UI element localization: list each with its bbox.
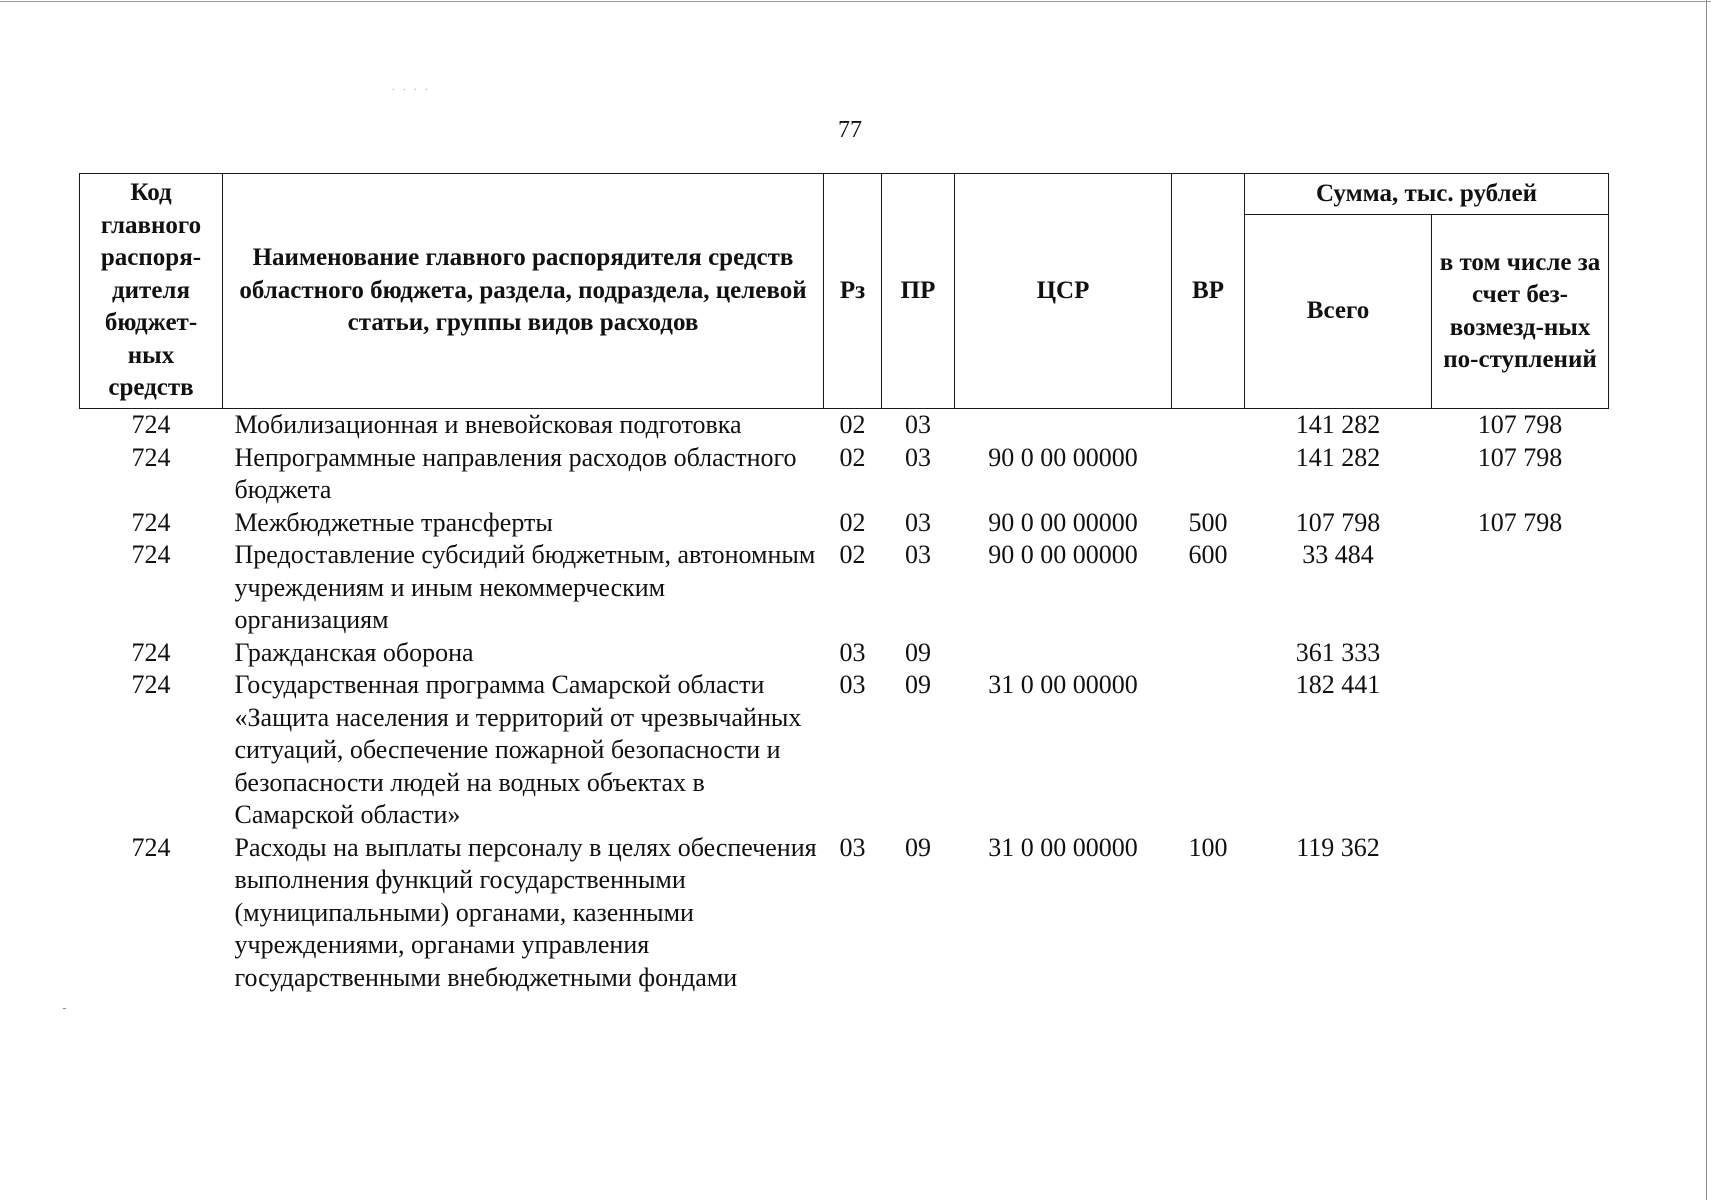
free-cell: 107 798 xyxy=(1477,442,1563,472)
name-cell: Гражданская оборона xyxy=(234,637,474,667)
header-total: Всего xyxy=(1245,215,1432,409)
total-cell: 141 282 xyxy=(1295,410,1381,439)
header-csr: ЦСР xyxy=(955,174,1172,409)
pr-cell: 09 xyxy=(905,832,931,862)
vr-cell xyxy=(1172,409,1245,442)
total-cell: 141 282 xyxy=(1295,442,1381,472)
csr-cell: 90 0 00 00000 xyxy=(988,507,1138,537)
pr-cell: 03 xyxy=(905,507,931,537)
vr-cell xyxy=(1172,442,1245,507)
table-row xyxy=(80,669,1609,832)
header-code: Код главного распоря-дителя бюджет-ных средств xyxy=(80,174,223,409)
rz-cell: 02 xyxy=(839,442,866,472)
total-cell: 107 798 xyxy=(1295,507,1381,537)
table-row xyxy=(80,637,1609,670)
rz-cell: 02 xyxy=(839,540,866,569)
code-cell: 724 xyxy=(131,410,171,439)
header-free: в том числе за счет без-возмезд-ных по-ступлений xyxy=(1432,215,1609,409)
scan-noise: . . . . xyxy=(392,82,431,93)
header-sum-group: Сумма, тыс. рублей xyxy=(1245,174,1609,215)
vr-cell: 500 xyxy=(1188,507,1228,537)
code-cell: 724 xyxy=(131,670,171,699)
scan-top-edge xyxy=(0,1,1711,2)
free-cell xyxy=(1432,669,1609,832)
header-pr: ПР xyxy=(882,174,955,409)
vr-cell xyxy=(1172,637,1245,670)
table-row xyxy=(80,442,1609,507)
pr-cell: 09 xyxy=(905,670,931,699)
vr-cell: 100 xyxy=(1188,832,1228,862)
scan-mark xyxy=(63,1008,66,1009)
name-cell: Предоставление субсидий бюджетным, автономным учреждениям и иным некоммерческим организациям xyxy=(234,540,816,634)
total-cell: 33 484 xyxy=(1302,540,1374,569)
code-cell: 724 xyxy=(131,540,171,569)
code-cell: 724 xyxy=(131,832,171,862)
header-vr: ВР xyxy=(1172,174,1245,409)
csr-cell xyxy=(955,409,1172,442)
total-cell: 182 441 xyxy=(1295,670,1381,699)
pr-cell: 03 xyxy=(905,410,931,439)
rz-cell: 02 xyxy=(839,410,866,439)
scan-right-edge xyxy=(1706,0,1707,1200)
free-cell: 107 798 xyxy=(1477,410,1563,439)
vr-cell xyxy=(1172,669,1245,832)
name-cell: Непрограммные направления расходов областного бюджета xyxy=(234,442,797,504)
code-cell: 724 xyxy=(131,637,171,667)
csr-cell: 90 0 00 00000 xyxy=(988,540,1138,569)
pr-cell: 09 xyxy=(905,637,931,667)
table-row xyxy=(80,832,1609,995)
name-cell: Расходы на выплаты персоналу в целях обеспечения выполнения функций государственными (муниципальными) органами, казенными учреждениями, органами управления государственными внебюджетными фондами xyxy=(234,832,817,992)
header-name: Наименование главного распорядителя средств областного бюджета, раздела, подраздела, целевой статьи, группы видов расходов xyxy=(223,174,824,409)
budget-table xyxy=(79,173,1609,994)
csr-cell: 31 0 00 00000 xyxy=(988,832,1138,862)
table-row xyxy=(80,507,1609,540)
table-body xyxy=(80,409,1609,995)
name-cell: Мобилизационная и вневойсковая подготовка xyxy=(234,410,742,439)
table-row xyxy=(80,409,1609,442)
total-cell: 361 333 xyxy=(1295,637,1381,667)
table-row xyxy=(80,539,1609,637)
pr-cell: 03 xyxy=(905,442,931,472)
pr-cell: 03 xyxy=(905,540,931,569)
page-number: 77 xyxy=(838,117,862,143)
rz-cell: 03 xyxy=(839,637,866,667)
csr-cell xyxy=(955,637,1172,670)
name-cell: Государственная программа Самарской области «Защита населения и территорий от чрезвычайных ситуаций, обеспечение пожарной безопасности и безопасности людей на водных объектах в Самарской области» xyxy=(234,670,802,829)
free-cell: 107 798 xyxy=(1477,507,1563,537)
name-cell: Межбюджетные трансферты xyxy=(234,507,553,537)
free-cell xyxy=(1432,637,1609,670)
total-cell: 119 362 xyxy=(1296,832,1380,862)
table-header xyxy=(80,174,1609,409)
code-cell: 724 xyxy=(131,507,171,537)
header-rz: Рз xyxy=(824,174,882,409)
rz-cell: 02 xyxy=(839,507,866,537)
vr-cell: 600 xyxy=(1188,540,1228,569)
csr-cell: 90 0 00 00000 xyxy=(988,442,1138,472)
free-cell xyxy=(1432,539,1609,637)
free-cell xyxy=(1432,832,1609,995)
rz-cell: 03 xyxy=(839,670,866,699)
csr-cell: 31 0 00 00000 xyxy=(988,670,1138,699)
code-cell: 724 xyxy=(131,442,171,472)
rz-cell: 03 xyxy=(839,832,866,862)
